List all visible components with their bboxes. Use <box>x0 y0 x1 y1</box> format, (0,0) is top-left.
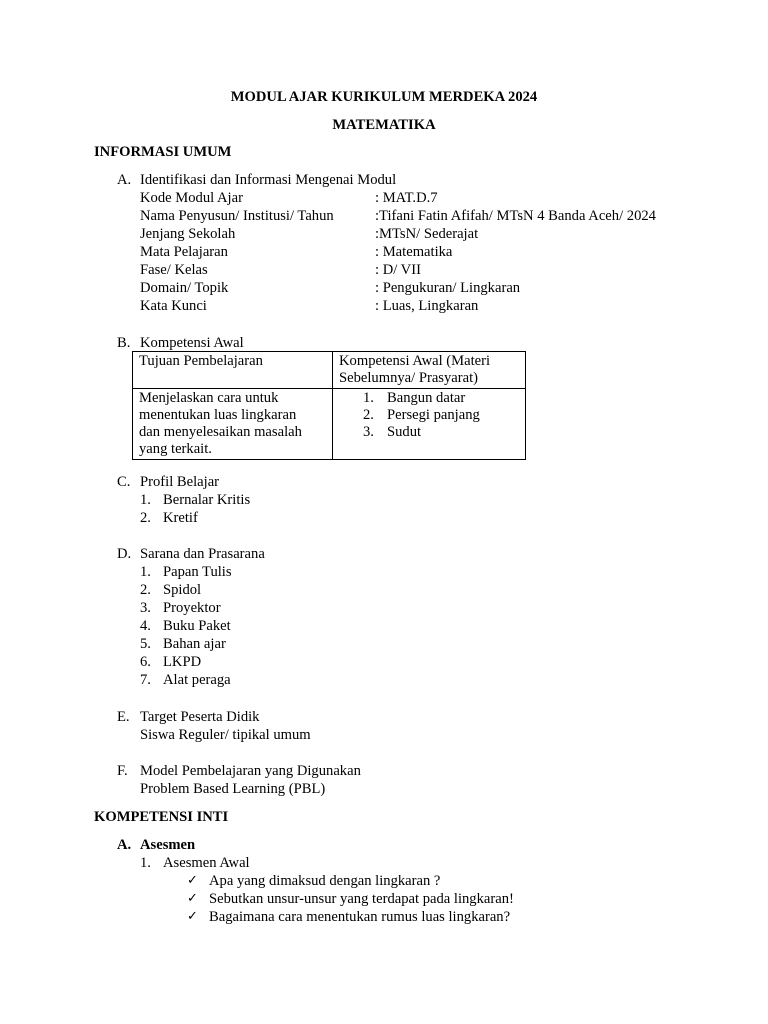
sarana-item-num: 1. <box>140 564 151 580</box>
kompetensi-awal-table <box>132 351 526 460</box>
identification-value: : MAT.D.7 <box>375 190 438 206</box>
table-header-cell: Tujuan Pembelajaran <box>133 352 333 389</box>
sarana-item-num: 6. <box>140 654 151 670</box>
section-b-label: B. <box>117 335 131 351</box>
asesmen-question: Apa yang dimaksud dengan lingkaran ? <box>209 873 441 889</box>
sarana-item: LKPD <box>163 654 202 670</box>
sarana-item: Alat peraga <box>163 672 231 688</box>
section-f-body: Problem Based Learning (PBL) <box>140 781 326 797</box>
profil-item: Bernalar Kritis <box>163 492 251 508</box>
checkmark-icon: ✓ <box>187 909 198 924</box>
asesmen-question: Bagaimana cara menentukan rumus luas lingkaran? <box>209 909 511 925</box>
sarana-item: Proyektor <box>163 600 221 616</box>
section-f-heading: Model Pembelajaran yang Digunakan <box>140 763 361 779</box>
profil-item-num: 2. <box>140 510 151 526</box>
identification-key: Jenjang Sekolah <box>140 226 236 242</box>
sarana-item-num: 5. <box>140 636 151 652</box>
profil-item: Kretif <box>163 510 198 526</box>
table-cell <box>133 389 333 460</box>
section-e-body: Siswa Reguler/ tipikal umum <box>140 727 311 743</box>
identification-key: Kode Modul Ajar <box>140 190 243 206</box>
heading-informasi-umum: INFORMASI UMUM <box>94 144 232 160</box>
table-header-line: Kompetensi Awal (Materi <box>339 353 491 369</box>
checkmark-icon: ✓ <box>187 873 198 888</box>
identification-value: : Matematika <box>375 244 453 260</box>
sarana-item-num: 7. <box>140 672 151 688</box>
table-cell-line: yang terkait. <box>139 441 212 457</box>
checkmark-icon: ✓ <box>187 891 198 906</box>
asesmen-sub-num: 1. <box>140 855 151 871</box>
table-cell-line: dan menyelesaikan masalah <box>139 424 302 440</box>
sarana-item-num: 3. <box>140 600 151 616</box>
asesmen-sub-heading: Asesmen Awal <box>163 855 250 871</box>
sarana-item: Bahan ajar <box>163 636 226 652</box>
section-c-heading: Profil Belajar <box>140 474 220 490</box>
section-e-label: E. <box>117 709 130 725</box>
table-header-row <box>133 352 526 389</box>
sarana-item-num: 2. <box>140 582 151 598</box>
identification-value: : Luas, Lingkaran <box>375 298 479 314</box>
section-d-heading: Sarana dan Prasarana <box>140 546 265 562</box>
heading-kompetensi-inti: KOMPETENSI INTI <box>94 809 229 825</box>
table-header-line: Sebelumnya/ Prasyarat) <box>339 370 479 386</box>
table-row <box>133 389 526 460</box>
identification-key: Mata Pelajaran <box>140 244 228 260</box>
sarana-item: Papan Tulis <box>163 564 232 580</box>
identification-key: Fase/ Kelas <box>140 262 208 278</box>
table-cell-line: menentukan luas lingkaran <box>139 407 297 423</box>
identification-value: :Tifani Fatin Afifah/ MTsN 4 Banda Aceh/ 2024 <box>375 208 656 224</box>
list-item: 1. Bangun datar <box>363 390 466 406</box>
asesmen-question: Sebutkan unsur-unsur yang terdapat pada lingkaran! <box>209 891 514 907</box>
section-b-heading: Kompetensi Awal <box>140 335 244 351</box>
profil-item-num: 1. <box>140 492 151 508</box>
identification-key: Nama Penyusun/ Institusi/ Tahun <box>140 208 334 224</box>
table-cell-line: Menjelaskan cara untuk <box>139 390 279 406</box>
identification-key: Domain/ Topik <box>140 280 229 296</box>
identification-value: :MTsN/ Sederajat <box>375 226 479 242</box>
identification-value: : Pengukuran/ Lingkaran <box>375 280 521 296</box>
section-f-label: F. <box>117 763 128 779</box>
identification-key: Kata Kunci <box>140 298 207 314</box>
doc-subtitle: MATEMATIKA <box>332 117 436 133</box>
sarana-item: Spidol <box>163 582 202 598</box>
sarana-item: Buku Paket <box>163 618 231 634</box>
identification-value: : D/ VII <box>375 262 421 278</box>
list-item: 2. Persegi panjang <box>363 407 480 423</box>
section-e-heading: Target Peserta Didik <box>140 709 260 725</box>
list-item: 3. Sudut <box>363 424 422 440</box>
table-cell <box>333 389 526 460</box>
section-a-label: A. <box>117 172 132 188</box>
table-header-cell <box>333 352 526 389</box>
section-a-heading: Identifikasi dan Informasi Mengenai Modul <box>140 172 397 188</box>
asesmen-label: A. <box>117 837 132 853</box>
sarana-item-num: 4. <box>140 618 151 634</box>
section-d-label: D. <box>117 546 132 562</box>
doc-title: MODUL AJAR KURIKULUM MERDEKA 2024 <box>230 89 538 105</box>
asesmen-heading: Asesmen <box>140 837 196 853</box>
section-c-label: C. <box>117 474 131 490</box>
